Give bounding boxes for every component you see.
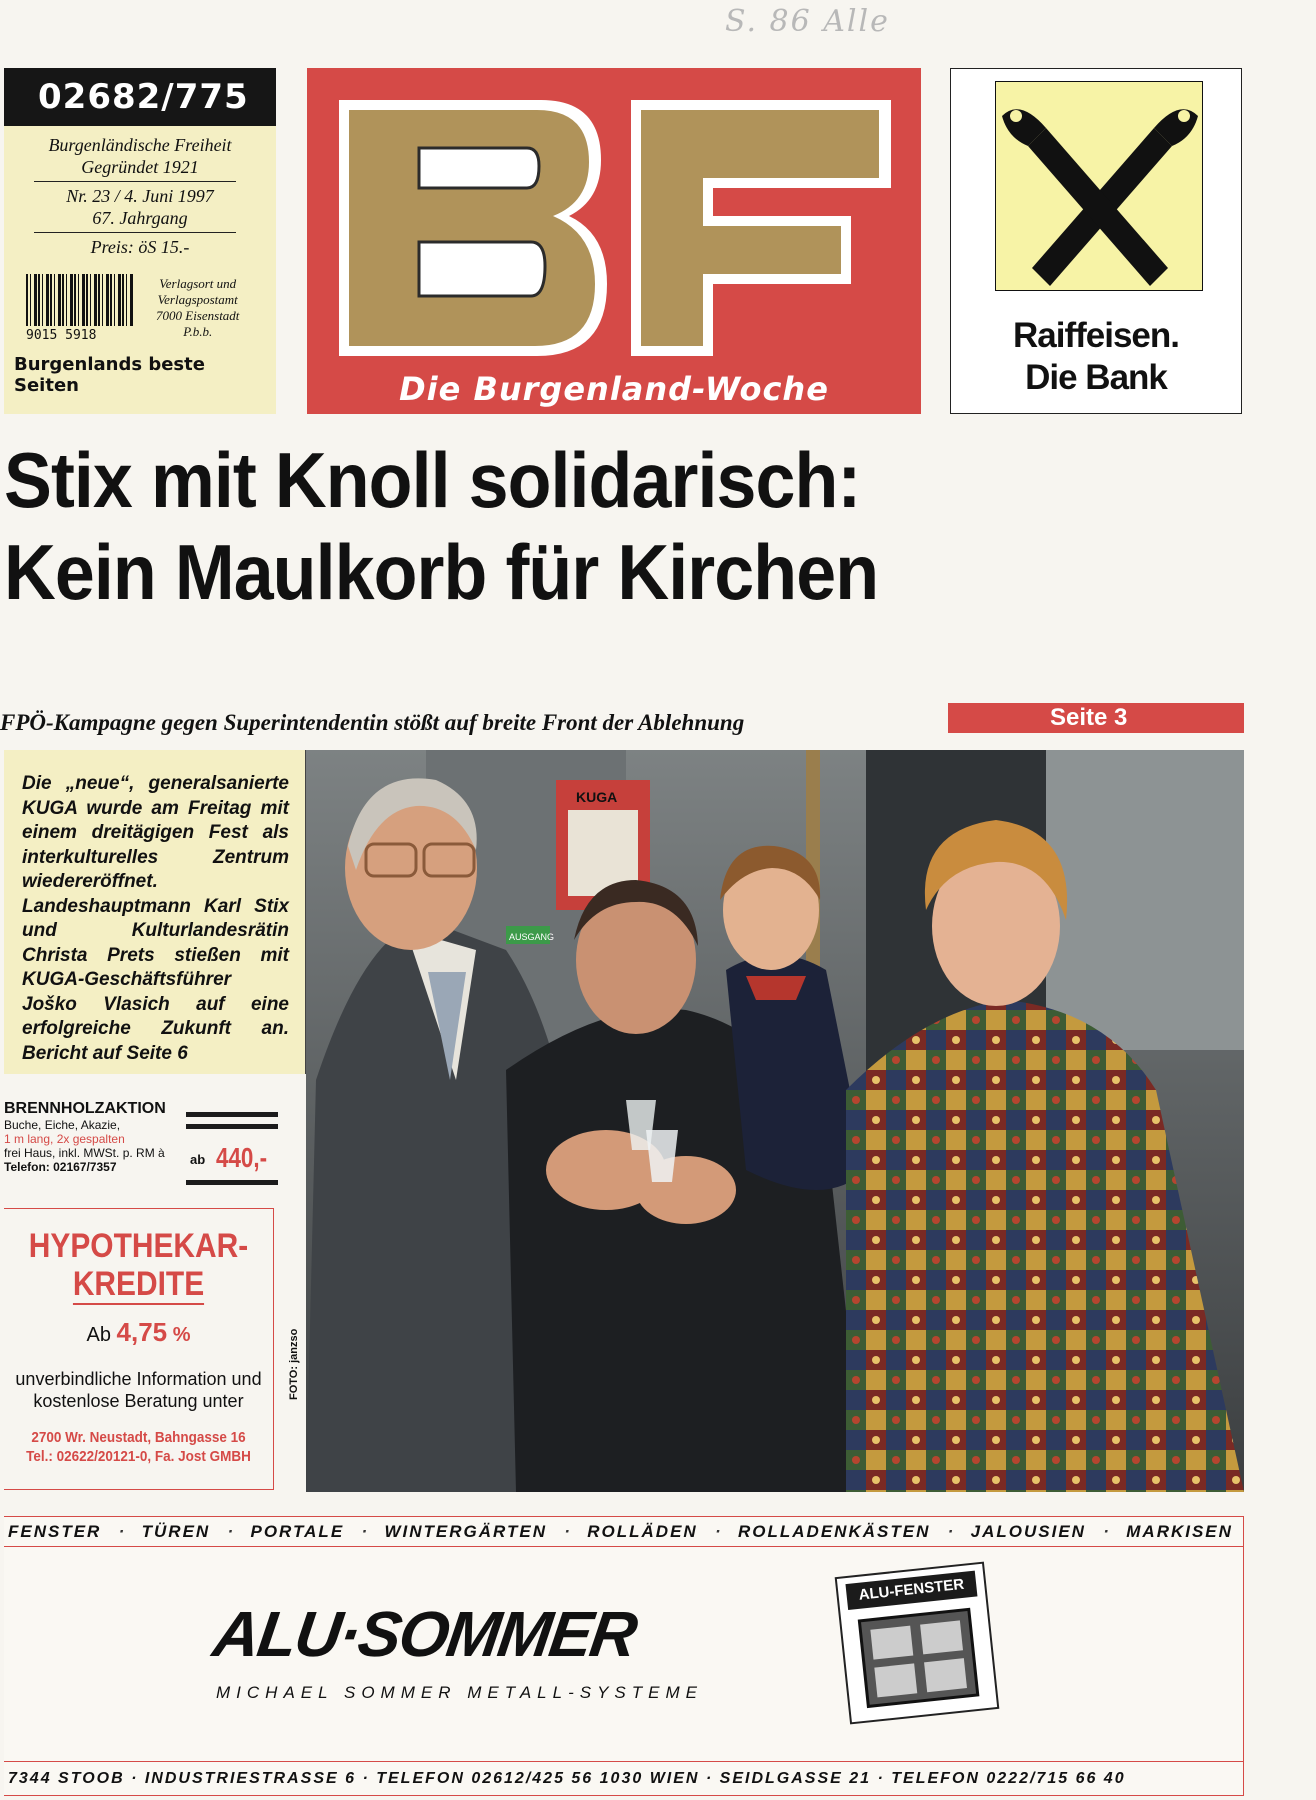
barcode-number: 9015 5918 [26,328,97,343]
svg-text:BF: BF [613,363,615,364]
price-line: Preis: öS 15.- [90,237,190,257]
brennholz-ad [4,1100,280,1190]
raiffeisen-line2: Die Bank [1025,358,1167,397]
hypothekar-info [4,1368,273,1412]
slogan: Burgenlands beste Seiten [14,354,205,396]
postamt-line: 7000 Eisenstadt [156,308,240,323]
hypothekar-address-line: Tel.: 02622/20121-0, Fa. Jost GMBH [26,1448,251,1465]
alu-product-item: ROLLÄDEN [587,1522,698,1541]
raiffeisen-ad [950,68,1242,414]
headline-line2: Kein Maulkorb für Kirchen [4,528,879,616]
alu-product-item: MARKISEN [1126,1522,1233,1541]
divider [34,181,236,182]
headline-line1: Stix mit Knoll solidarisch: [4,436,861,524]
alu-sommer-ad [4,1516,1244,1796]
photo-caption-box [4,750,306,1074]
founded-line: Gegründet 1921 [81,157,199,177]
window-icon [840,1596,997,1721]
photo-credit: FOTO: janzso [288,1328,300,1400]
hypothekar-address-line: 2700 Wr. Neustadt, Bahngasse 16 [31,1429,246,1446]
hypothekar-rate-line [4,1317,273,1348]
brennholz-phone: Telefon: 02167/7357 [4,1160,117,1174]
barcode [26,274,134,344]
handwritten-note: S. 86 Alle [725,4,890,39]
raiffeisen-slogan [951,315,1241,399]
brennholz-ab: ab [190,1152,206,1167]
logo-subtitle: Die Burgenland-Woche [399,370,829,408]
alu-product-list: FENSTER · TÜREN · PORTALE · WINTERGÄRTEN · ROLLÄDEN · ROLLADENKÄSTEN · JALOUSIEN · MARKISEN [4,1517,1243,1547]
alu-product-item: ROLLADENKÄSTEN [738,1522,931,1541]
divider [186,1112,278,1117]
brennholz-price: 440,- [216,1142,268,1173]
hypothekar-title-line1: HYPOTHEKAR- [28,1227,249,1265]
brennholz-line: frei Haus, inkl. MWSt. p. RM à [4,1146,165,1160]
alu-fenster-logo [835,1562,1000,1725]
hypothekar-address [17,1428,259,1466]
hypothekar-title-line2: KREDITE [72,1265,205,1303]
photo-caption: Die „neue“, generalsanierte KUGA wurde am Freitag mit einem dreitägigen Fest als interkulturelles Zentrum wiedereröffnet. Landeshauptmann Karl Stix und Kulturlandesrätin Christa Prets stießen mit KUGA-Geschäftsführer Joško Vlasich auf eine erfolgreiche Zukunft an. Bericht auf Seite 6 [22,773,289,1064]
hypothekar-percent: % [172,1324,191,1346]
hypothekar-ab: Ab [86,1324,111,1346]
hypothekar-info-line: unverbindliche Information und [15,1369,262,1389]
alu-sommer-subtitle: MICHAEL SOMMER METALL-SYSTEME [216,1683,703,1702]
paper-name: Burgenländische Freiheit [48,135,232,155]
divider [186,1180,278,1185]
postamt-info [156,276,239,340]
exit-sign-text: AUSGANG [509,932,555,942]
brennholz-title: BRENNHOLZAKTION [4,1100,166,1117]
postamt-line: Verlagspostamt [157,292,238,307]
bf-letters-graphic [331,88,897,368]
hypothekar-rate: 4,75 [116,1317,168,1347]
alu-sommer-brand: ALU·SOMMER [208,1598,640,1670]
alu-product-item: WINTERGÄRTEN [384,1522,547,1541]
raiffeisen-crossed-horses-icon [995,81,1203,291]
volume-line: 67. Jahrgang [92,208,188,228]
masthead-phone: 02682/775 [4,68,276,126]
alu-fenster-label: ALU-FENSTER [845,1571,977,1610]
alu-product-item: TÜREN [141,1522,211,1541]
divider [34,232,236,233]
headline [4,434,878,618]
raiffeisen-line1: Raiffeisen. [1013,316,1179,355]
barcode-bars [26,274,134,326]
alu-product-item: FENSTER [8,1522,102,1541]
alu-product-item: JALOUSIEN [970,1522,1086,1541]
hypothekar-title [20,1227,257,1305]
subheadline: FPÖ-Kampagne gegen Superintendentin stößt auf breite Front der Ablehnung [0,710,745,735]
masthead-info-box [4,68,276,414]
hypothekar-ad [4,1208,274,1490]
news-photo [306,750,1244,1492]
postamt-line: Verlagsort und [159,276,237,291]
alu-product-item: PORTALE [250,1522,345,1541]
brennholz-line: 1 m lang, 2x gespalten [4,1132,125,1146]
hypothekar-info-line: kostenlose Beratung unter [33,1391,244,1411]
bf-logo [307,68,921,414]
postamt-line: P.b.b. [183,324,213,339]
page-reference-badge: Seite 3 [948,703,1244,733]
brennholz-line: Buche, Eiche, Akazie, [4,1118,121,1132]
alu-sommer-address: 7344 STOOB · INDUSTRIESTRASSE 6 · TELEFON 02612/425 56 1030 WIEN · SEIDLGASSE 21 · TELEFON 0222/715 66 40 [4,1761,1243,1795]
divider [186,1124,278,1129]
kuga-poster-text: KUGA [576,789,618,805]
issue-line: Nr. 23 / 4. Juni 1997 [66,186,214,206]
